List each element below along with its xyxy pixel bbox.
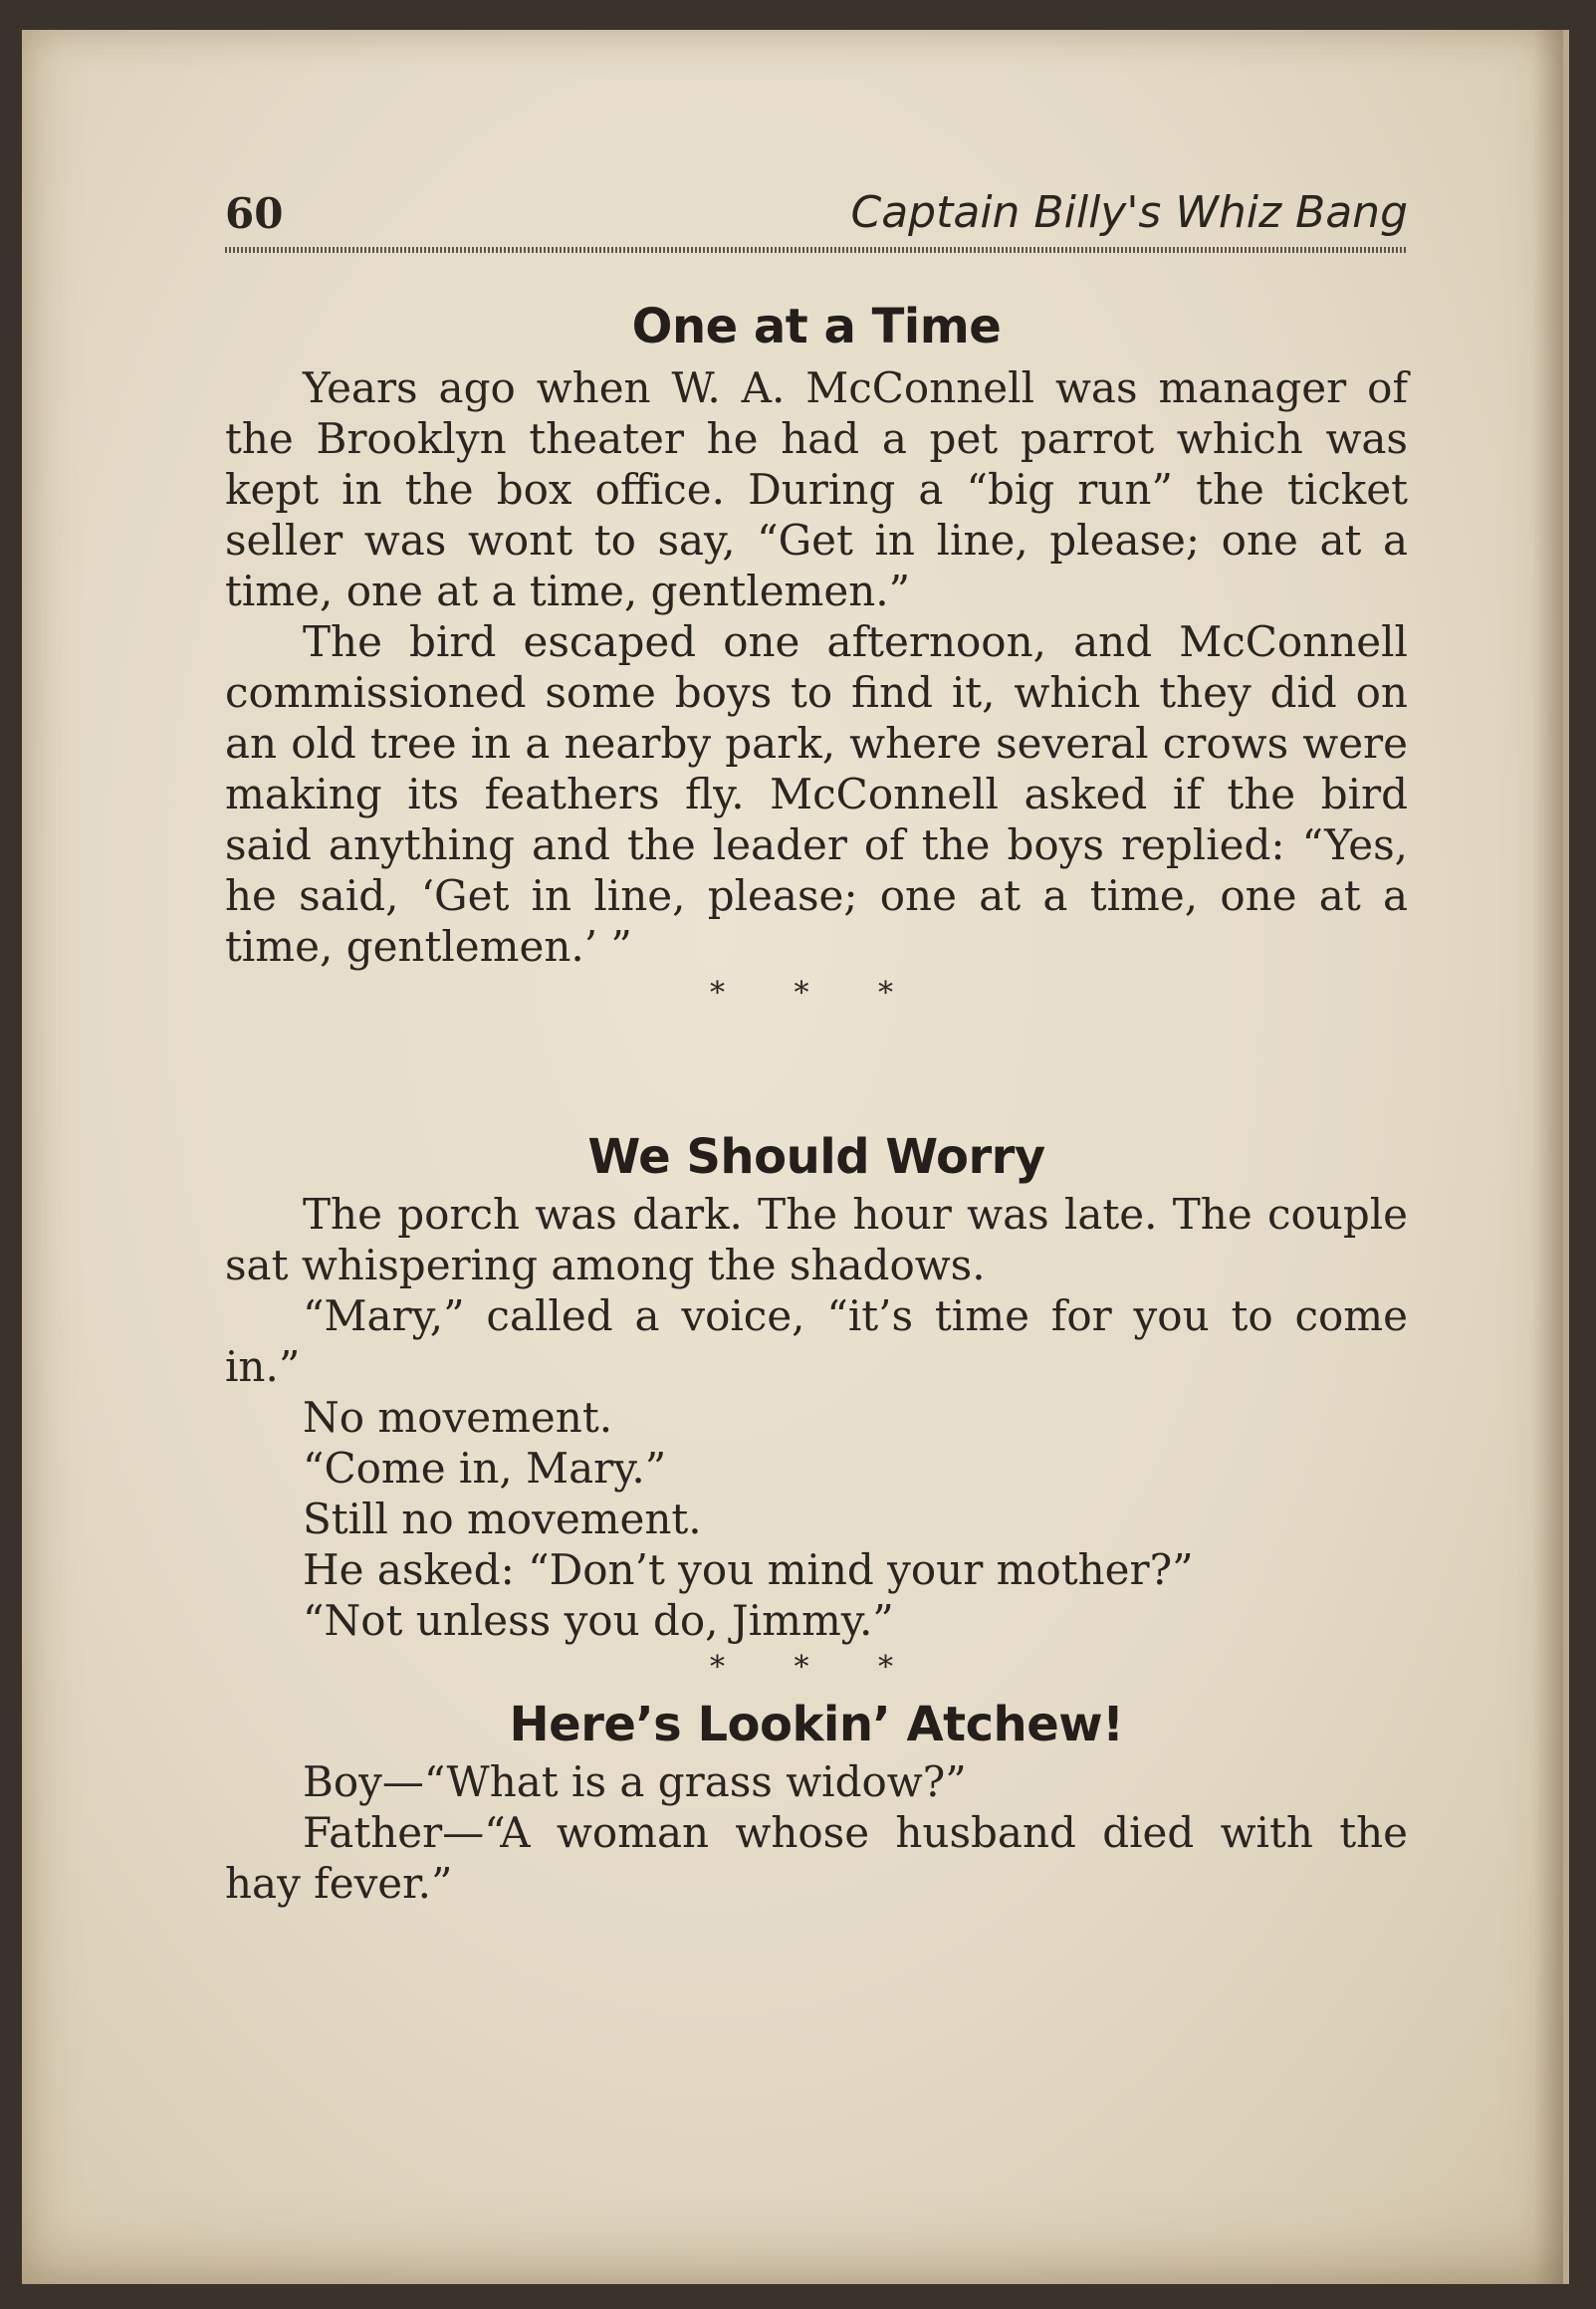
page-number: 60 xyxy=(225,189,284,238)
article-title: We Should Worry xyxy=(587,1129,1045,1185)
dialogue-line: He asked: “Don’t you mind your mother?” xyxy=(303,1545,1194,1594)
article-paragraph: The porch was dark. The hour was late. The couple sat whispering among the shadows. xyxy=(225,1190,1408,1289)
page-edge-shadow xyxy=(1533,30,1563,2284)
section-separator: * * * xyxy=(709,976,924,1011)
dialogue-line: “Not unless you do, Jimmy.” xyxy=(303,1596,894,1645)
article-paragraph: “Mary,” called a voice, “it’s time for you to come in.” xyxy=(225,1291,1408,1391)
dialogue-line: Boy—“What is a grass widow?” xyxy=(303,1757,967,1806)
header-rule xyxy=(225,247,1408,253)
dialogue-line: “Come in, Mary.” xyxy=(303,1444,667,1493)
article-title: One at a Time xyxy=(631,299,1002,354)
section-separator: * * * xyxy=(709,1650,924,1685)
article-title: Here’s Lookin’ Atchew! xyxy=(509,1697,1124,1752)
article-paragraph: The bird escaped one afternoon, and McConnell commissioned some boys to find it, which they did on an old tree in a nearby park, where several crows were making its feathers fly. McConnell asked if the bird said anything and the leader of the boys replied: “Yes, he said, ‘Get in line, please; one at a time, one at a time, gentlemen.’ ” xyxy=(225,617,1408,971)
running-head xyxy=(225,187,1408,247)
article-paragraph: Father—“A woman whose husband died with the hay fever.” xyxy=(225,1808,1408,1908)
article-we-should-worry xyxy=(225,1125,1408,1690)
journal-title: Captain Billy's Whiz Bang xyxy=(850,187,1408,238)
article-heres-lookin-atchew xyxy=(225,1693,1408,1909)
article-one-at-a-time xyxy=(225,295,1408,1016)
dialogue-line: Still no movement. xyxy=(303,1495,702,1543)
article-paragraph: Years ago when W. A. McConnell was manager of the Brooklyn theater he had a pet parrot which was kept in the box office. During a “big run” the ticket seller was wont to say, “Get in line, please; one at a time, one at a time, gentlemen.” xyxy=(225,363,1408,615)
dialogue-line: No movement. xyxy=(303,1393,613,1442)
